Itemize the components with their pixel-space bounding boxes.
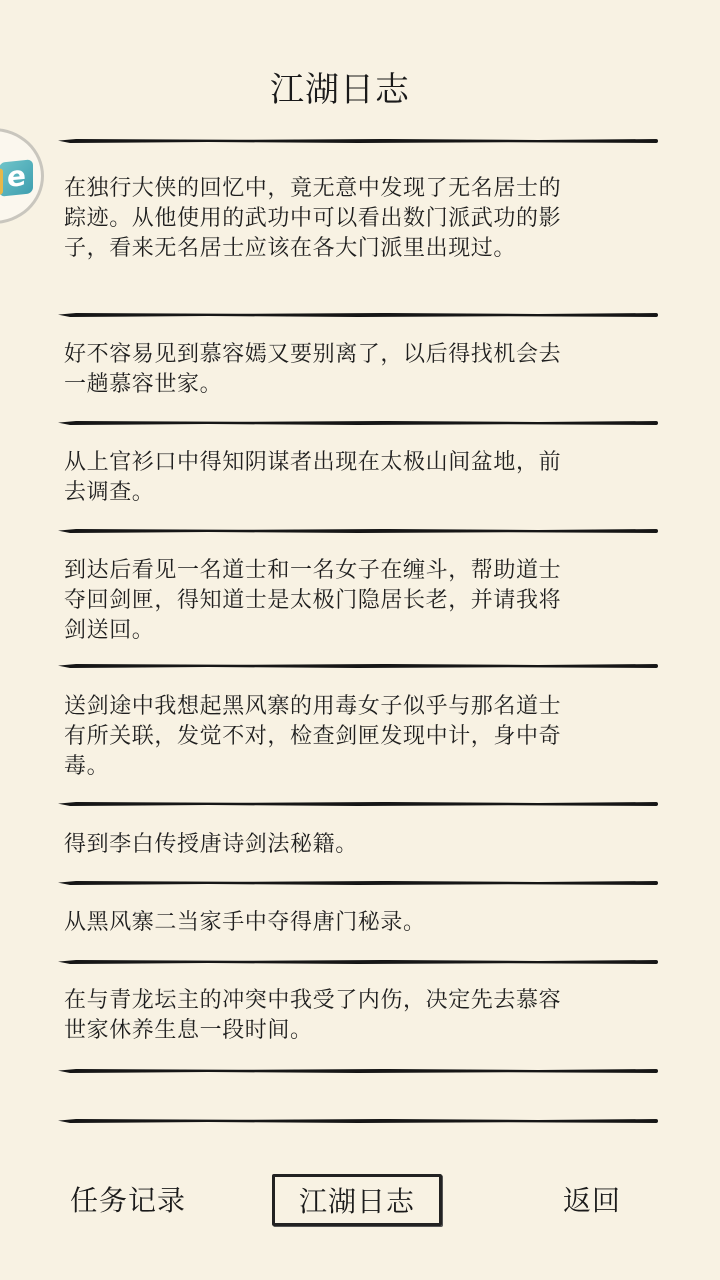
journal-entry: 在与青龙坛主的冲突中我受了内伤，决定先去慕容世家休养生息一段时间。: [64, 988, 562, 1043]
back-button[interactable]: 返回: [562, 1184, 621, 1217]
journal-entry: 得到李白传授唐诗剑法秘籍。: [64, 832, 358, 857]
divider: [58, 1119, 658, 1123]
page-title: 江湖日志: [270, 70, 410, 110]
tab-journal[interactable]: 江湖日志: [272, 1174, 442, 1226]
tab-quest-log[interactable]: 任务记录: [69, 1184, 186, 1217]
divider: [58, 664, 658, 668]
divider: [58, 421, 658, 425]
divider: [58, 802, 658, 806]
journal-entry: 从上官衫口中得知阴谋者出现在太极山间盆地，前去调查。: [64, 450, 562, 505]
divider: [58, 313, 658, 317]
divider: [58, 960, 658, 964]
journal-entry: 送剑途中我想起黑风寨的用毒女子似乎与那名道士有所关联，发觉不对，检查剑匣发现中计，身中奇毒。: [64, 694, 562, 779]
journal-entry: 在独行大侠的回忆中，竟无意中发现了无名居士的踪迹。从他使用的武功中可以看出数门派武功的影子，看来无名居士应该在各大门派里出现过。: [64, 176, 562, 261]
journal-entry: 好不容易见到慕容嫣又要别离了，以后得找机会去一趟慕容世家。: [64, 342, 562, 397]
app-logo-icon: [0, 159, 33, 197]
journal-entry: 从黑风寨二当家手中夺得唐门秘录。: [64, 910, 426, 935]
divider: [58, 881, 658, 885]
divider: [58, 529, 658, 533]
divider: [58, 139, 658, 143]
journal-entry: 到达后看见一名道士和一名女子在缠斗，帮助道士夺回剑匣，得知道士是太极门隐居长老，并请我将剑送回。: [64, 558, 562, 643]
divider: [58, 1069, 658, 1073]
floating-assistant-button[interactable]: [0, 128, 44, 224]
